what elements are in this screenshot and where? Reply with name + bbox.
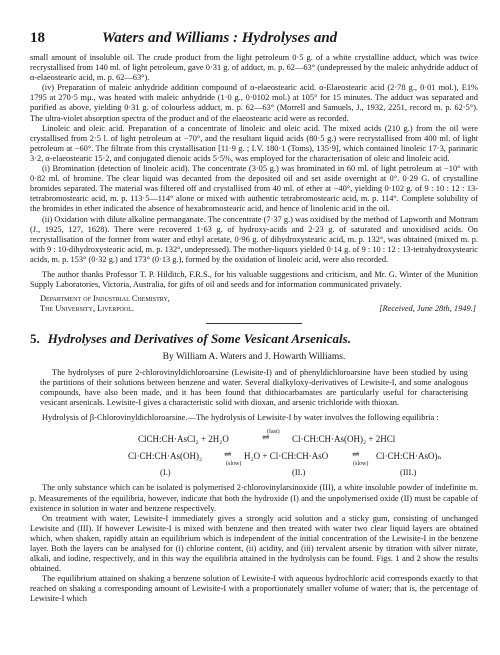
equilibrium-arrow: ⇌ (224, 449, 232, 460)
page-body (30, 53, 478, 605)
paragraph: (i) Bromination (detection of linoleic acid). The concentrate (3·05 g.) was brominated in 60 ml. of light petroleum at −10° with 0·82 ml. of bromine. The clear liquid was decanted from the deposited oil and set aside overnight at 0°. 0·29 G. of crystalline bromides separated. The material was filtered off and crystallised from 40 ml. of ether at −40°, yielding 0·102 g. of 9 : 10 : 12 : 13-tetrabromostearic acid, m. p. 113·5—114° alone or mixed with authentic tetrabromostearic acid, m. p. 114°. Complete solubility of the bromides in ether indicated the absence of hexabromostearic acid, and hence of linolenic acid in the oil. (30, 164, 478, 214)
running-title: Waters and Williams : Hydrolyses and (102, 30, 338, 46)
affiliation-block (30, 294, 478, 316)
eq1-right: Cl·CH:CH·As(OH)₂ + 2HCl (292, 434, 396, 445)
acknowledgement: The author thanks Professor T. P. Hilditch, F.R.S., for his valuable suggestions and criticism, and Mr. G. Winter of the Munition Supply Laboratories, Victoria, Australia, for gifts of oil and seeds and for information communicated privately. (30, 269, 478, 290)
label-III: (III.) (400, 467, 417, 478)
received-date: [Received, June 28th, 1949.] (379, 304, 476, 314)
equilibrium-arrow: ⇌ (352, 449, 360, 460)
label-II: (II.) (292, 467, 306, 478)
equation-labels (30, 467, 478, 478)
eq2-hydroxide: Cl·CH:CH·As(OH)₂ (128, 451, 203, 462)
paragraph: small amount of insoluble oil. The crude product from the light petroleum 0·5 g. of a white crystalline adduct, which was twice recrystallised from 140 ml. of light petroleum, gave 0·31 g. of adduct, m. p. 62—63° (undepressed by the maleic anhydride adduct of α-elaeostearic acid, m. p. 62—63°). (30, 53, 478, 83)
byline: By William A. Waters and J. Howarth Williams. (162, 352, 346, 363)
paragraph: Hydrolysis of β-Chlorovinyldichloroarsine.—The hydrolysis of Lewisite-I by water involves the following equilibria : (42, 413, 439, 423)
department: Department of Industrial Chemistry, (40, 294, 170, 304)
eq2-oxide: H₂O + Cl·CH:CH·AsO (244, 451, 329, 462)
eq1-condition: (fast) (267, 429, 280, 436)
paragraph: (iv) Preparation of maleic anhydride addition compound of α-elaeostearic acid. α-Elaeostearic acid (2·78 g., 0·01 mol.), E1% 1795 at 270·5 mμ., was heated with maleic anhydride (1·0 g., 0·0102 mol.) at 105° for 15 minutes. The adduct was separated and purified as above, yielding 0·31 g. of colourless adduct, m. p. 62—63° (Morrell and Samuels, J., 1932, 2251, record m. p. 62·5°). The ultra-violet absorption spectra of the product and of the elaeostearic acid were as recorded. (30, 83, 478, 123)
eq1-left: ClCH:CH·AsCl₂ + 2H₂O (138, 434, 229, 445)
equation-2 (30, 447, 478, 467)
paragraph: Linoleic and oleic acid. Preparation of a concentrate of linoleic and oleic acid. The mixed acids (210 g.) from the oil were crystallised from 2·5 l. of light petroleum at −70°, and the resultant liquid acids (80·5 g.) were recrystallised from 400 ml. of light petroleum at −60°. The filtrate from this crystallisation [11·9 g. ; I.V. 180·1 (Toms), 135·9], which contained linoleic 17·3, parinaric 3·2, α-elaeostearic 15·2, and conjugated dienoic acids 5·5%, was employed for the characterisation of oleic and linoleic acid. (30, 123, 478, 163)
page-number: 18 (30, 30, 45, 46)
section-divider (206, 323, 302, 324)
article-title-text: Hydrolyses and Derivatives of Some Vesicant Arsenicals. (47, 331, 351, 347)
university: The University, Liverpool. (40, 304, 134, 314)
paragraph: (ii) Oxidation with dilute alkaline permanganate. The concentrate (7·37 g.) was oxidised by the method of Lapworth and Mottram (J., 1925, 127, 1628). There were recovered 1·63 g. of hydroxy-acids and 2·23 g. of saturated and unoxidised acids. On recrystallisation of the former from water and ethyl acetate, 0·96 g. of dihydroxystearic acid, m. p. 132°, was obtained (mixed m. p. with 9 : 10-dihydroxystearic acid, m. p. 132°, undepressed). The mother-liquors yielded 0·14 g. of 9 : 10 : 12 : 13-tetrahydroxystearic acids, m. p. 153° (0·32 g.) and 173° (0·13 g.), formed by the oxidation of linoleic acid, were also recorded. (30, 214, 478, 264)
article-number: 5. (30, 331, 40, 347)
equation-1 (30, 427, 478, 447)
eq2-slow-2: (slow) (353, 461, 369, 468)
equilibrium-arrow: ⇌ (262, 432, 270, 443)
paragraph: On treatment with water, Lewisite-I immediately gives a strongly acid solution and a sticky gum, consisting of unchanged Lewisite and (III). If however Lewisite-I is mixed with benzene and then treated with water two clear liquid layers are obtained which, when shaken, rapidly attain an equilibrium which is independent of the initial concentration of the Lewisite-I in the benzene layer. Both the layers can be analysed for (i) chlorine content, (ii) acidity, and (iii) tervalent arsenic by titration with silver nitrate, alkali, and iodine, respectively, and in this way the equilibria attained in the hydrolysis can be found. Figs. 1 and 2 show the results obtained. (30, 513, 478, 574)
eq2-polymer: Cl·CH:CH·AsO)ₙ (376, 451, 442, 462)
eq2-slow-1: (slow) (226, 461, 242, 468)
paragraph: The equilibrium attained on shaking a benzene solution of Lewisite-I with aqueous hydrochloric acid corresponds exactly to that reached on shaking a corresponding amount of Lewisite-I with a proportionately smaller volume of water; that is, the percentage of Lewisite-I which (30, 574, 478, 604)
article-title (30, 331, 478, 347)
paragraph: The only substance which can be isolated is polymerised 2-chlorovinylarsinoxide (III), a white insoluble powder of indefinite m. p. Measurements of the equilibria, however, indicate that both the hydroxide (I) and the unpolymerised oxide (II) must be capable of existence in solution in water and benzene respectively. (30, 483, 478, 513)
label-I: (I.) (160, 467, 171, 478)
page-header (30, 30, 478, 48)
abstract: The hydrolyses of pure 2-chlorovinyldichloroarsine (Lewisite-I) and of phenyldichloroarsine have been studied by using the partitions of their solutions between benzene and water. Several dialkyloxy-derivatives of Lewisite-I, and some analogous compounds, have also been made, and it has been found that dithiocarbamates are particularly useful for characterising vesicant arsenicals. Lewisite-I gives a characteristic solid with dioxan, and arsenic trichloride with thioxan. (40, 368, 468, 408)
